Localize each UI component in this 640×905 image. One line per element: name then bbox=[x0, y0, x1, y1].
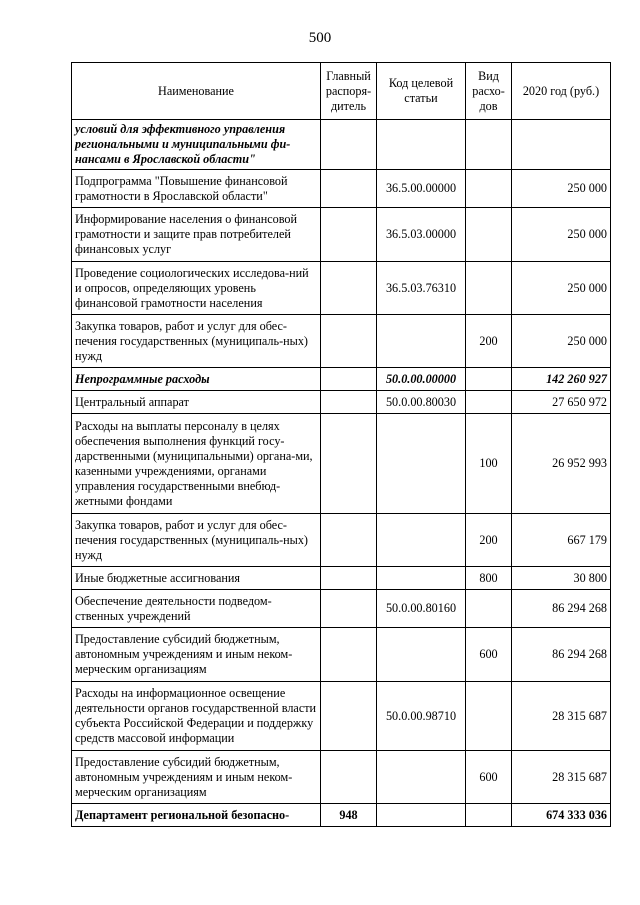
cell-sum: 142 260 927 bbox=[512, 368, 611, 391]
cell-sum: 86 294 268 bbox=[512, 590, 611, 628]
cell-sum: 86 294 268 bbox=[512, 628, 611, 682]
table-row bbox=[72, 804, 611, 827]
table-row bbox=[72, 414, 611, 514]
cell-vid bbox=[466, 120, 512, 170]
table-row bbox=[72, 751, 611, 804]
cell-grbs bbox=[321, 628, 377, 682]
cell-name: Информирование населения о финансовой грамотности и защите прав потребителей финансовых услуг bbox=[72, 208, 321, 262]
cell-name: Закупка товаров, работ и услуг для обес-печения государственных (муниципаль-ных) нужд bbox=[72, 514, 321, 567]
table-row bbox=[72, 682, 611, 751]
cell-sum: 28 315 687 bbox=[512, 682, 611, 751]
cell-code: 50.0.00.80160 bbox=[377, 590, 466, 628]
cell-code bbox=[377, 414, 466, 514]
cell-sum bbox=[512, 120, 611, 170]
cell-code: 36.5.03.76310 bbox=[377, 262, 466, 315]
cell-grbs bbox=[321, 120, 377, 170]
header-sum: 2020 год (руб.) bbox=[512, 63, 611, 120]
table-row bbox=[72, 590, 611, 628]
cell-grbs bbox=[321, 262, 377, 315]
cell-vid bbox=[466, 170, 512, 208]
cell-code: 36.5.00.00000 bbox=[377, 170, 466, 208]
cell-name: Проведение социологических исследова-ний и опросов, определяющих уровень финансовой грамотности населения bbox=[72, 262, 321, 315]
cell-grbs: 948 bbox=[321, 804, 377, 827]
header-vid: Вид расхо-дов bbox=[466, 63, 512, 120]
table-row bbox=[72, 628, 611, 682]
cell-vid bbox=[466, 368, 512, 391]
table-row bbox=[72, 170, 611, 208]
cell-name: Предоставление субсидий бюджетным, автономным учреждениям и иным неком-мерческим организациям bbox=[72, 628, 321, 682]
cell-grbs bbox=[321, 751, 377, 804]
cell-vid: 600 bbox=[466, 751, 512, 804]
cell-code: 50.0.00.00000 bbox=[377, 368, 466, 391]
cell-vid bbox=[466, 682, 512, 751]
cell-grbs bbox=[321, 590, 377, 628]
cell-grbs bbox=[321, 414, 377, 514]
cell-code bbox=[377, 804, 466, 827]
cell-sum: 250 000 bbox=[512, 208, 611, 262]
cell-sum: 674 333 036 bbox=[512, 804, 611, 827]
cell-vid: 800 bbox=[466, 567, 512, 590]
cell-grbs bbox=[321, 514, 377, 567]
cell-name: Предоставление субсидий бюджетным, автономным учреждениям и иным неком-мерческим организациям bbox=[72, 751, 321, 804]
table-row bbox=[72, 514, 611, 567]
cell-name: Центральный аппарат bbox=[72, 391, 321, 414]
cell-name: Расходы на выплаты персоналу в целях обеспечения выполнения функций госу-дарственными (муниципальными) органа-ми, казенными учреждениями, органами управления государственными внебюд-жетными фондами bbox=[72, 414, 321, 514]
cell-vid bbox=[466, 262, 512, 315]
cell-sum: 27 650 972 bbox=[512, 391, 611, 414]
header-name: Наименование bbox=[72, 63, 321, 120]
cell-sum: 250 000 bbox=[512, 262, 611, 315]
cell-vid: 200 bbox=[466, 514, 512, 567]
cell-grbs bbox=[321, 170, 377, 208]
cell-name: Департамент региональной безопасно- bbox=[72, 804, 321, 827]
cell-name: Непрограммные расходы bbox=[72, 368, 321, 391]
cell-grbs bbox=[321, 368, 377, 391]
table-row bbox=[72, 120, 611, 170]
cell-vid: 200 bbox=[466, 315, 512, 368]
cell-code: 50.0.00.80030 bbox=[377, 391, 466, 414]
cell-grbs bbox=[321, 682, 377, 751]
cell-vid bbox=[466, 208, 512, 262]
table-body bbox=[72, 120, 611, 827]
table-row bbox=[72, 208, 611, 262]
table-row bbox=[72, 567, 611, 590]
cell-name: условий для эффективного управления региональными и муниципальными фи-нансами в Ярославской области" bbox=[72, 120, 321, 170]
cell-grbs bbox=[321, 208, 377, 262]
table-row bbox=[72, 262, 611, 315]
cell-code bbox=[377, 628, 466, 682]
cell-sum: 26 952 993 bbox=[512, 414, 611, 514]
table-row bbox=[72, 315, 611, 368]
cell-code bbox=[377, 315, 466, 368]
cell-code bbox=[377, 567, 466, 590]
cell-name: Расходы на информационное освещение деятельности органов государственной власти субъекта Российской Федерации и поддержку средств массовой информации bbox=[72, 682, 321, 751]
table-row bbox=[72, 391, 611, 414]
cell-vid: 100 bbox=[466, 414, 512, 514]
cell-sum: 250 000 bbox=[512, 315, 611, 368]
cell-code bbox=[377, 751, 466, 804]
cell-code bbox=[377, 120, 466, 170]
page-number: 500 bbox=[308, 30, 332, 46]
table-row bbox=[72, 368, 611, 391]
cell-name: Иные бюджетные ассигнования bbox=[72, 567, 321, 590]
header-grbs: Главный распоря-дитель bbox=[321, 63, 377, 120]
cell-code bbox=[377, 514, 466, 567]
table-header-row bbox=[72, 63, 611, 120]
cell-vid: 600 bbox=[466, 628, 512, 682]
cell-name: Закупка товаров, работ и услуг для обес-печения государственных (муниципаль-ных) нужд bbox=[72, 315, 321, 368]
cell-vid bbox=[466, 590, 512, 628]
cell-grbs bbox=[321, 391, 377, 414]
cell-sum: 667 179 bbox=[512, 514, 611, 567]
cell-grbs bbox=[321, 567, 377, 590]
cell-sum: 30 800 bbox=[512, 567, 611, 590]
budget-table bbox=[71, 62, 611, 827]
header-code: Код целевой статьи bbox=[377, 63, 466, 120]
cell-sum: 28 315 687 bbox=[512, 751, 611, 804]
cell-sum: 250 000 bbox=[512, 170, 611, 208]
cell-name: Подпрограмма "Повышение финансовой грамотности в Ярославской области" bbox=[72, 170, 321, 208]
cell-vid bbox=[466, 804, 512, 827]
cell-vid bbox=[466, 391, 512, 414]
cell-grbs bbox=[321, 315, 377, 368]
cell-code: 36.5.03.00000 bbox=[377, 208, 466, 262]
cell-code: 50.0.00.98710 bbox=[377, 682, 466, 751]
cell-name: Обеспечение деятельности подведом-ственных учреждений bbox=[72, 590, 321, 628]
